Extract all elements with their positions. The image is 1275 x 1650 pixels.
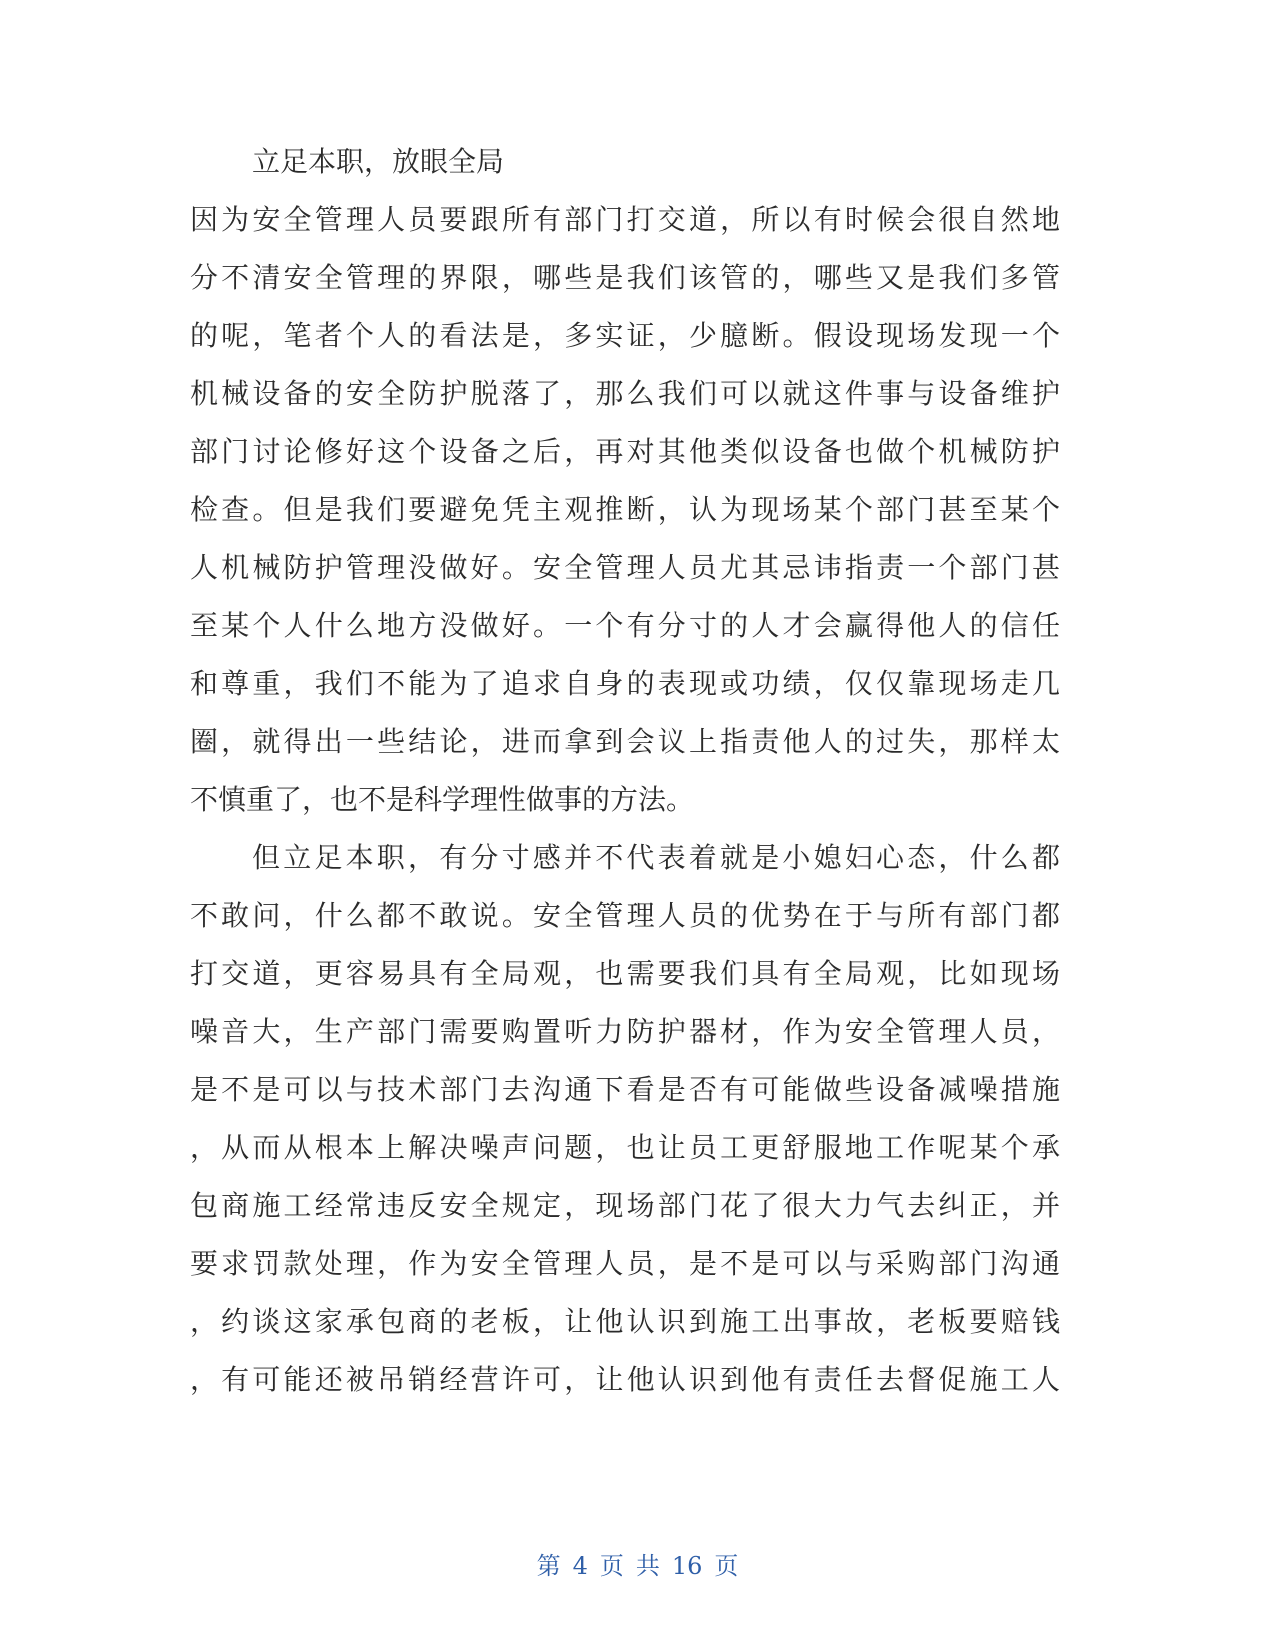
paragraph-2-line: 打交道，更容易具有全局观，也需要我们具有全局观，比如现场	[190, 957, 1060, 990]
paragraph-2-line: ，约谈这家承包商的老板，让他认识到施工出事故，老板要赔钱	[190, 1305, 1060, 1338]
paragraph-1-line: 检查。但是我们要避免凭主观推断，认为现场某个部门甚至某个	[190, 493, 1060, 526]
footer-label-ye: 页	[599, 1552, 624, 1580]
paragraph-1-line: 因为安全管理人员要跟所有部门打交道，所以有时候会很自然地	[190, 203, 1060, 236]
footer-total-pages: 16	[671, 1552, 703, 1580]
paragraph-1-line: 不慎重了，也不是科学理性做事的方法。	[190, 783, 695, 816]
paragraph-2-line: 但立足本职，有分寸感并不代表着就是小媳妇心态，什么都	[252, 841, 1060, 874]
paragraph-1-line: 圈，就得出一些结论，进而拿到会议上指责他人的过失，那样太	[190, 725, 1060, 758]
footer-current-page: 4	[572, 1552, 588, 1580]
paragraph-2-line: ，从而从根本上解决噪声问题，也让员工更舒服地工作呢某个承	[190, 1131, 1060, 1164]
paragraph-1-line: 人机械防护管理没做好。安全管理人员尤其忌讳指责一个部门甚	[190, 551, 1060, 584]
paragraph-1-line: 机械设备的安全防护脱落了，那么我们可以就这件事与设备维护	[190, 377, 1060, 410]
paragraph-2-line: 噪音大，生产部门需要购置听力防护器材，作为安全管理人员，	[190, 1015, 1060, 1048]
paragraph-1-line: 部门讨论修好这个设备之后，再对其他类似设备也做个机械防护	[190, 435, 1060, 468]
paragraph-2-line: 包商施工经常违反安全规定，现场部门花了很大力气去纠正，并	[190, 1189, 1060, 1222]
footer-label-page: 第	[536, 1552, 561, 1580]
footer-label-ye2: 页	[714, 1552, 739, 1580]
footer-label-total: 共	[635, 1552, 660, 1580]
section-heading: 立足本职，放眼全局	[252, 145, 505, 178]
paragraph-1-line: 至某个人什么地方没做好。一个有分寸的人才会赢得他人的信任	[190, 609, 1060, 642]
paragraph-1-line: 的呢，笔者个人的看法是，多实证，少臆断。假设现场发现一个	[190, 319, 1060, 352]
paragraph-2-line: 不敢问，什么都不敢说。安全管理人员的优势在于与所有部门都	[190, 899, 1060, 932]
paragraph-1-line: 分不清安全管理的界限，哪些是我们该管的，哪些又是我们多管	[190, 261, 1060, 294]
paragraph-2-line: ，有可能还被吊销经营许可，让他认识到他有责任去督促施工人	[190, 1363, 1060, 1396]
paragraph-2-line: 要求罚款处理，作为安全管理人员，是不是可以与采购部门沟通	[190, 1247, 1060, 1280]
page-footer	[0, 1550, 1275, 1582]
paragraph-1-line: 和尊重，我们不能为了追求自身的表现或功绩，仅仅靠现场走几	[190, 667, 1060, 700]
paragraph-2-line: 是不是可以与技术部门去沟通下看是否有可能做些设备减噪措施	[190, 1073, 1060, 1106]
